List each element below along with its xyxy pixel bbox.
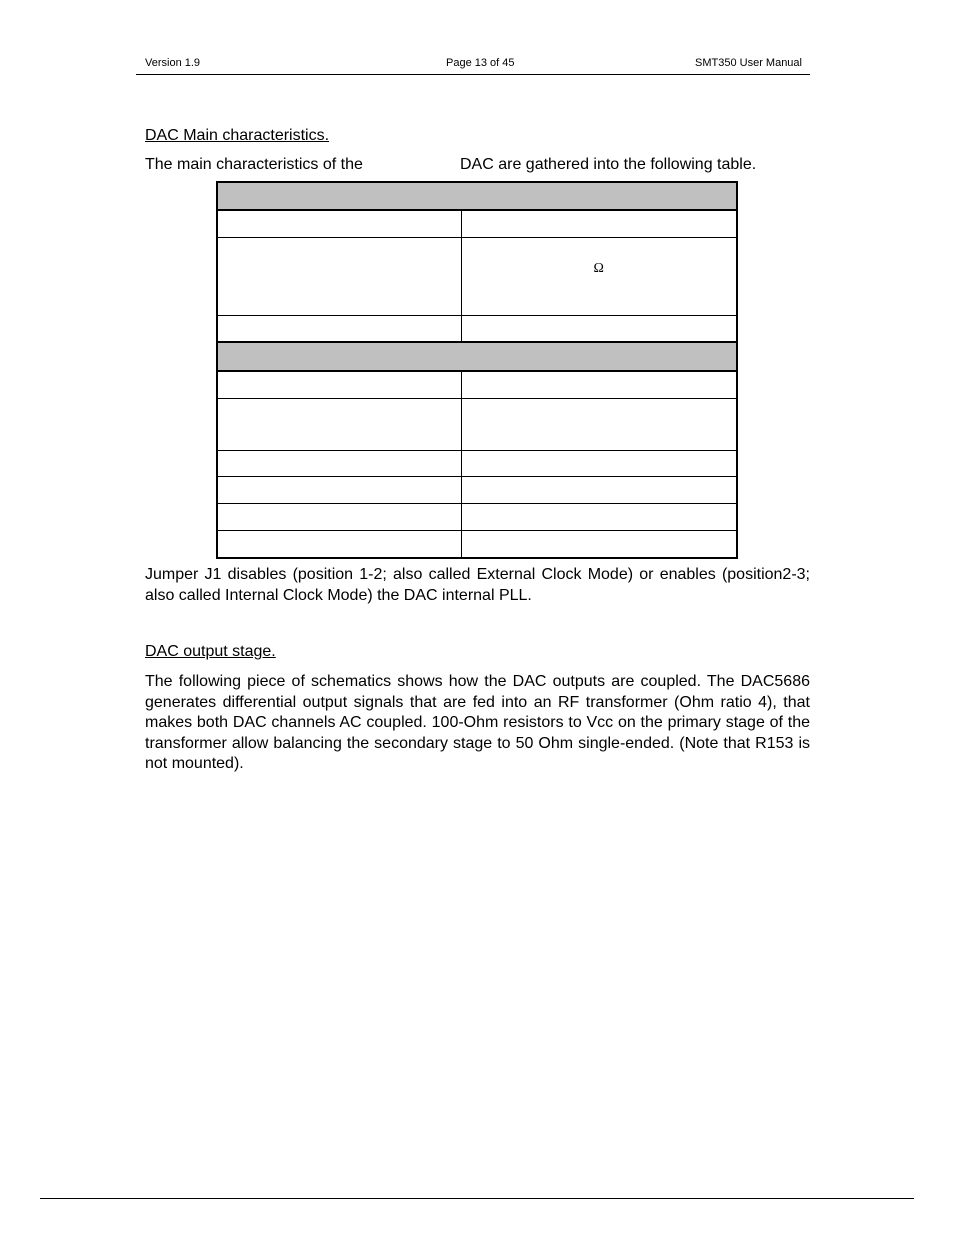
header-manual-title: SMT350 User Manual	[695, 57, 802, 69]
table-row	[217, 237, 737, 315]
table-row	[217, 398, 737, 450]
omega-symbol: Ω	[593, 261, 604, 276]
table-group-header-cell	[217, 342, 737, 371]
jumper-paragraph: Jumper J1 disables (position 1-2; also called External Clock Mode) or enables (position2-3; also called Internal Clock Mode) the DAC internal PLL.	[145, 566, 810, 604]
footer-divider	[40, 1198, 914, 1199]
table-cell	[461, 371, 737, 398]
table-row	[217, 476, 737, 503]
table-cell	[217, 371, 461, 398]
table-cell	[461, 315, 737, 342]
header-version: Version 1.9	[145, 57, 201, 69]
table-cell	[461, 398, 737, 450]
table-cell	[217, 210, 461, 237]
table-row	[217, 503, 737, 530]
table-cell	[461, 503, 737, 530]
table-cell	[217, 476, 461, 503]
dac-characteristics-table	[216, 181, 738, 559]
table-row	[217, 450, 737, 476]
table-cell	[461, 476, 737, 503]
table-row	[217, 530, 737, 558]
table-cell	[461, 210, 737, 237]
table-cell	[461, 530, 737, 558]
table-group-header	[217, 182, 737, 210]
table-cell	[217, 450, 461, 476]
header-page-number: Page 13 of 45	[446, 57, 515, 69]
table-row	[217, 210, 737, 237]
section-title-dac-output-stage: DAC output stage.	[145, 643, 276, 660]
section-title-dac-main-characteristics: DAC Main characteristics.	[145, 127, 330, 144]
table-cell	[461, 237, 737, 315]
table-row	[217, 315, 737, 342]
table-cell	[217, 530, 461, 558]
table-cell	[217, 503, 461, 530]
table-row	[217, 371, 737, 398]
table-group-header-cell	[217, 182, 737, 210]
table-cell	[217, 398, 461, 450]
table-cell	[217, 315, 461, 342]
page-header	[145, 57, 802, 71]
intro-left-text: The main characteristics of the	[145, 156, 363, 173]
table-cell	[461, 450, 737, 476]
table-cell	[217, 237, 461, 315]
output-stage-paragraph: The following piece of schematics shows how the DAC outputs are coupled. The DAC5686 generates differential output signals that are fed into an RF transformer (Ohm ratio 4), that makes both DAC channels AC coupled. 100-Ohm resistors to Vcc on the primary stage of the transformer allow balancing the secondary stage to 50 Ohm single-ended. (Note that R153 is not mounted).	[145, 673, 810, 772]
intro-right-text: DAC are gathered into the following table.	[460, 156, 757, 173]
header-divider	[136, 74, 810, 75]
table-group-header	[217, 342, 737, 371]
table-intro-sentence	[145, 156, 757, 174]
